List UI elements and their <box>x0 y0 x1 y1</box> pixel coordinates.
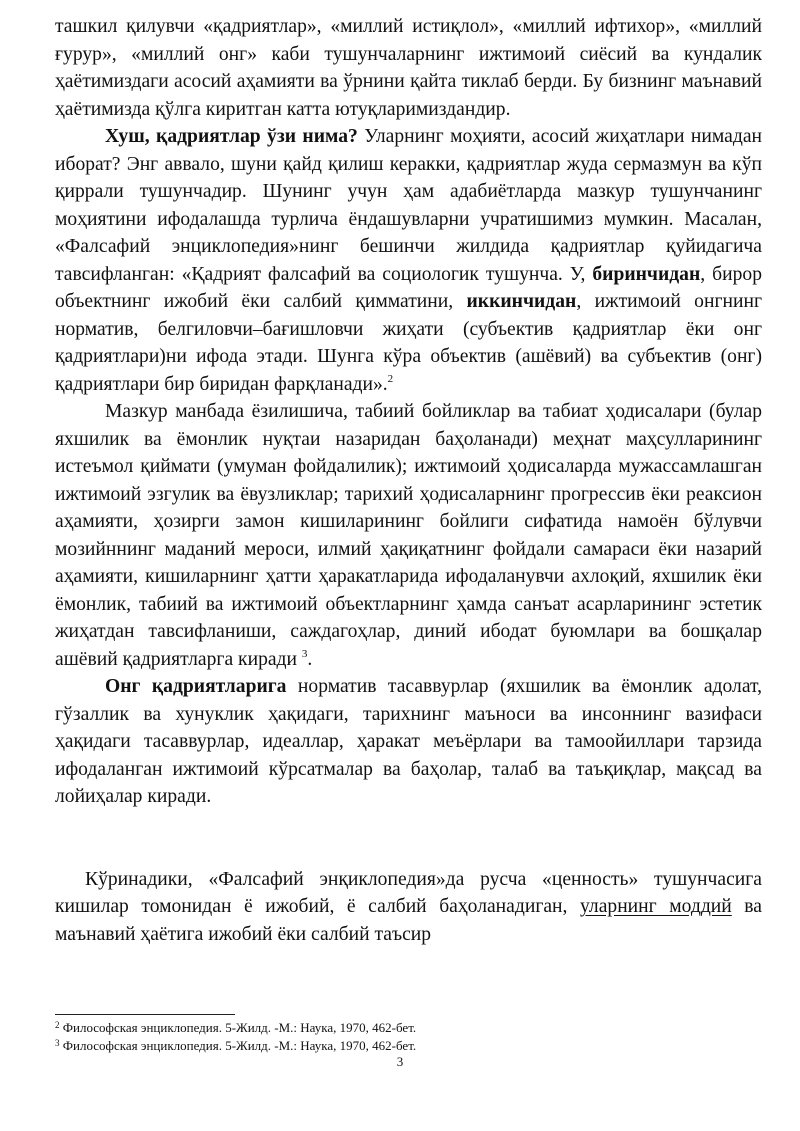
footnote-2 <box>55 1019 755 1037</box>
paragraph-5 <box>55 866 762 949</box>
main-text <box>55 13 762 948</box>
footnote-3 <box>55 1037 755 1055</box>
paragraph-3-tail: . <box>307 648 313 670</box>
bold-second: иккинчидан <box>466 291 577 312</box>
paragraph-5-text: Кўринадики, «Фалсафий энқиклопедия»да русча «ценность» тушунчасига кишилар томонидан ё ижобий, ё салбий баҳоланадиган, <box>55 868 762 917</box>
footnote-text: Философская энциклопедия. 5-Жилд. -М.: Наука, 1970, 462-бет. <box>59 1038 417 1053</box>
paragraph-1 <box>55 13 762 123</box>
bold-heading-conscious-values: Онг қадриятларига <box>105 676 287 697</box>
footnote-ref-3: 3 <box>301 647 308 660</box>
footnote-mark: 3 <box>55 1038 60 1048</box>
page-number: 3 <box>396 1054 404 1069</box>
paragraph-5-tail: ва маънавий ҳаётига ижобий ёки салбий таъсир <box>55 896 762 945</box>
paragraph-4 <box>55 673 762 811</box>
paragraph-4-text: норматив тасаввурлар (яхшилик ва ёмонлик адолат, гўзаллик ва хунуклик ҳақидаги, тарихнинг маъноси ва инсоннинг вазифаси ҳақидаги тасаввурлар, идеаллар, ҳаракат меъёрлари ва тамоойиллари тарзида ифодаланган ижтимоий кўрсатмалар ва баҳолар, талаб ва таъқиқлар, мақсад ва лойиҳалар киради. <box>55 676 763 807</box>
bold-first: биринчидан <box>592 263 701 285</box>
paragraph-3-text: Мазкур манбада ёзилишича, табиий бойликлар ва табиат ҳодисалари (булар яхшилик ва ёмонлик нуқтаи назаридан баҳоланади) меҳнат маҳсулларининг истеъмол қиймати (умуман фойдалилик); ижтимоий ҳодисаларда мужассамлашган ижтимоий эзгулик ва ёвузликлар; тарихий ҳодисаларнинг прогрессив ёки реаксион аҳамияти, ҳозирги замон кишиларининг бойлиги сифатида намоён бўлувчи мозийннинг маданий мероси, илмий ҳақиқатнинг фойдали самараси ёки назарий аҳамияти, кишиларнинг ҳатти ҳаракатларида ифодаланувчи ахлоқий, яхшилик ёки ёмонлик, табиий ва ижтимоий объектларнинг ҳамда санъат асарларининг эстетик жиҳатдан тавсифланиши, саждагоҳлар, диний ибодат буюмлари ва бошқалар ашёвий қадриятларга киради <box>55 401 762 670</box>
paragraph-2-text-c: , ижтимоий онгнинг норматив, белгиловчи–бағишловчи жиҳати (субъектив қадриятлар ёки онг қадриятлари)ни ифода этади. Шунга кўра объектив (ашёвий) ва субъектив (онг) қадриятлари бир биридан фарқланади». <box>55 291 762 395</box>
footnote-ref-2: 2 <box>387 372 394 385</box>
footnote-divider <box>55 1014 235 1015</box>
paragraph-3 <box>55 398 762 673</box>
footnotes <box>55 1019 755 1055</box>
underlined-phrase: уларнинг моддий <box>579 896 732 917</box>
footnote-mark: 2 <box>55 1020 60 1030</box>
bold-question: Хуш, қадриятлар ўзи нима? <box>105 126 358 147</box>
paragraph-2-text-a: Уларнинг моҳияти, асосий жиҳатлари нимадан иборат? Энг аввало, шуни қайд қилиш керакки, қадриятлар жуда сермазмун ва кўп қиррали тушунчадир. Шунинг учун ҳам адабиётларда мазкур тушунчанинг моҳиятини ифодалашда турлича ёндашувларни учратишимиз мумкин. Масалан, «Фалсафий энциклопедия»нинг бешинчи жилдида қадриятлар қуйидагича тавсифланган: «Қадрият фалсафий ва социологик тушунча. У, <box>55 126 762 285</box>
paragraph-2 <box>55 123 762 398</box>
paragraph-2-text-b: , бирор объектнинг ижобий ёки салбий қимматини, <box>55 263 762 312</box>
footnote-text: Философская энциклопедия. 5-Жилд. -М.: Наука, 1970, 462-бет. <box>59 1020 417 1035</box>
paragraph-1-text: ташкил қилувчи «қадриятлар», «миллий истиқлол», «миллий ифтихор», «миллий ғурур», «миллий онг» каби тушунчаларнинг ижтимоий сиёсий ва кундалик ҳаётимиздаги асосий аҳамияти ва ўрнини қайта тиклаб берди. Бу бизнинг маънавий ҳаётимизда қўлга киритган катта ютуқларимиздандир. <box>55 16 762 120</box>
